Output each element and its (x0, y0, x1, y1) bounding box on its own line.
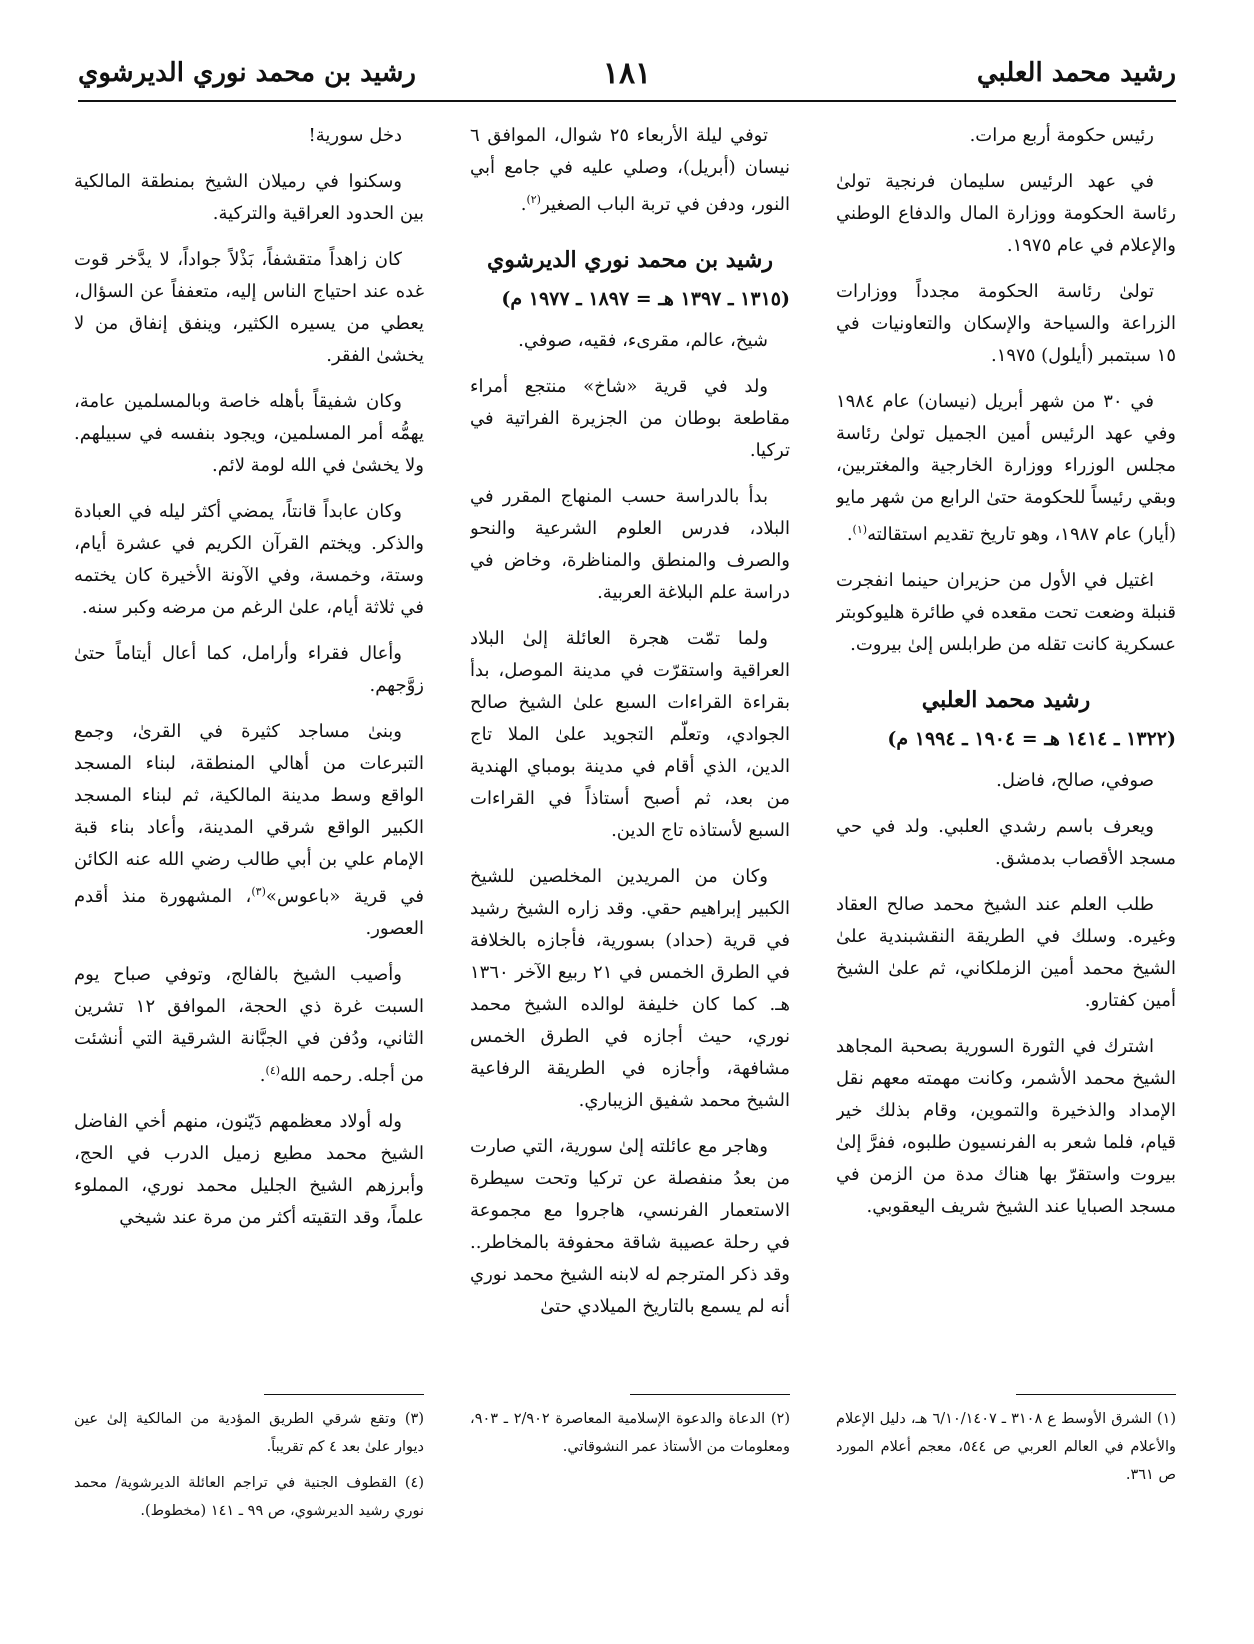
page-number: ١٨١ (602, 56, 652, 91)
footnotes-left (74, 1394, 424, 1533)
footnotes-right (836, 1394, 1176, 1497)
entry-dates: (١٣١٥ ـ ١٣٩٧ هـ = ١٨٩٧ ـ ١٩٧٧ م) (501, 288, 790, 310)
column-right (836, 120, 1176, 1380)
paragraph: ولد في قرية «شاخ» منتجع أمراء مقاطعة بوطان من الجزيرة الفراتية في تركيا. (470, 376, 790, 461)
paragraph: وله أولاد معظمهم دَيّنون، منهم أخي الفاضل الشيخ محمد مطيع زميل الدرب في الحج، وأبرزهم الشيخ الجليل محمد نوري، المملوء علماً، وقد التقيته أكثر من مرة عند شيخي (74, 1111, 424, 1228)
header-left-title: رشيد بن محمد نوري الديرشوي (78, 58, 416, 88)
column-right-body (836, 120, 1176, 1380)
header-rule (78, 100, 1176, 102)
paragraph: ويعرف باسم رشدي العلبي. ولد في حي مسجد الأقصاب بدمشق. (836, 816, 1176, 869)
paragraph: وهاجر مع عائلته إلىٰ سورية، التي صارت من بعدُ منفصلة عن تركيا وتحت سيطرة الاستعمار الفرنسي، هاجروا مع مجموعة في رحلة عصيبة شاقة محفوفة بالمخاطر.. وقد ذكر المترجم له لابنه الشيخ محمد نوري أنه لم يسمع بالتاريخ الميلادي حتىٰ (470, 1136, 790, 1317)
paragraph: دخل سورية! (308, 125, 402, 146)
footnote-rule (630, 1394, 790, 1395)
footnote: (٤) القطوف الجنية في تراجم العائلة الديرشوية/ محمد نوري رشيد الديرشوي، ص ٩٩ ـ ١٤١ (مخطوط). (74, 1475, 424, 1519)
footnote: (١) الشرق الأوسط ع ٣١٠٨ ـ ٦/١٠/١٤٠٧ هـ، دليل الإعلام والأعلام في العالم العربي ص ٥٤٤، معجم أعلام المورد ص ٣٦١. (836, 1411, 1176, 1483)
entry-heading: رشيد محمد العلبي (921, 687, 1091, 713)
paragraph (74, 716, 424, 945)
header-right-title: رشيد محمد العلبي (976, 58, 1176, 88)
paragraph-end: . (259, 1065, 266, 1086)
paragraph-text: في ٣٠ من شهر أبريل (نيسان) عام ١٩٨٤ وفي عهد الرئيس أمين الجميل تولىٰ رئاسة مجلس الوزراء ووزارة الخارجية والمغتربين، وبقي رئيساً للحكومة حتىٰ الرابع من شهر مايو (أيار) عام ١٩٨٧، وهو تاريخ تقديم استقالته (836, 391, 1176, 545)
paragraph: رئيس حكومة أربع مرات. (969, 125, 1154, 146)
paragraph-end: . (846, 524, 853, 545)
footnote: (٢) الدعاة والدعوة الإسلامية المعاصرة ٢/٩٠٢ ـ ٩٠٣، ومعلومات من الأستاذ عمر النشوقاتي. (470, 1411, 790, 1455)
running-header (78, 58, 1176, 102)
entry-dates: (١٣٢٢ ـ ١٤١٤ هـ = ١٩٠٤ ـ ١٩٩٤ م) (887, 728, 1176, 750)
paragraph: ولما تمّت هجرة العائلة إلىٰ البلاد العراقية واستقرّت في مدينة الموصل، بدأ بقراءة القراءات السبع علىٰ الشيخ صالح الجوادي، وتعلّم التجويد علىٰ الملا تاج الدين، الذي أقام في مدينة بومباي الهندية من بعد، ثم أصبح أستاذاً في القراءات السبع لأستاذه تاج الدين. (470, 628, 790, 841)
footnote-rule (264, 1394, 424, 1395)
paragraph: في عهد الرئيس سليمان فرنجية تولىٰ رئاسة الحكومة ووزارة المال والدفاع الوطني والإعلام في عام ١٩٧٥. (836, 171, 1176, 256)
entry-heading: رشيد بن محمد نوري الديرشوي (487, 247, 773, 273)
footnote-ref: (١) (852, 523, 868, 536)
paragraph: طلب العلم عند الشيخ محمد صالح العقاد وغيره. وسلك في الطريقة النقشبندية علىٰ الشيخ محمد أمين الزملكاني، ثم علىٰ الشيخ أمين كفتارو. (836, 894, 1176, 1011)
column-left-body (74, 120, 424, 1380)
footnote-ref: (٤) (265, 1064, 281, 1077)
footnote: (٣) وتقع شرقي الطريق المؤدية من المالكية إلىٰ عين ديوار علىٰ بعد ٤ كم تقريباً. (74, 1411, 424, 1455)
paragraph-text: وبنىٰ مساجد كثيرة في القرىٰ، وجمع التبرعات من أهالي المنطقة، لبناء المسجد الواقع وسط مدينة المالكية، ثم لبناء المسجد الكبير الواقع شرقي المدينة، وأعاد بناء قبة الإمام علي بن أبي طالب رضي الله عنه الكائن في قرية «باعوس» (74, 721, 424, 907)
paragraph: وكان من المريدين المخلصين للشيخ الكبير إبراهيم حقي. وقد زاره الشيخ رشيد في قرية (حداد) بسورية، فأجازه بالخلافة في الطرق الخمس في ٢١ ربيع الآخر ١٣٦٠ هـ. كما كان خليفة لوالده الشيخ محمد نوري، حيث أجازه في الطرق الخمس مشافهة، وأجازه في الطريقة الرفاعية الشيخ محمد شفيق الزيباري. (470, 866, 790, 1111)
column-left (74, 120, 424, 1380)
paragraph (836, 386, 1176, 551)
paragraph (470, 120, 790, 221)
paragraph: تولىٰ رئاسة الحكومة مجدداً ووزارات الزراعة والسياحة والإسكان والتعاونيات في ١٥ سبتمبر (أيلول) ١٩٧٥. (836, 281, 1176, 366)
paragraph-end: ، المشهورة منذ أقدم العصور. (74, 886, 424, 939)
paragraph: كان زاهداً متقشفاً، بَذْلاً جواداً، لا يدَّخر قوت غده عند احتياج الناس إليه، متعففاً عن السؤال، يعطي من يسيره الكثير، وينفق إنفاق من لا يخشىٰ الفقر. (74, 249, 424, 366)
paragraph: شيخ، عالم، مقرىء، فقيه، صوفي. (518, 330, 768, 351)
column-middle (470, 120, 790, 1380)
paragraph: وكان شفيقاً بأهله خاصة وبالمسلمين عامة، يهمُّه أمر المسلمين، ويجود بنفسه في سبيلهم. ولا يخشىٰ في الله لومة لائم. (74, 391, 424, 476)
footnotes-middle (470, 1394, 790, 1469)
footnote-ref: (٣) (251, 885, 266, 898)
paragraph: وكان عابداً قانتاً، يمضي أكثر ليله في العبادة والذكر. ويختم القرآن الكريم في عشرة أيام، وستة، وخمسة، وفي الآونة الأخيرة كان يختمه في ثلاثة أيام، علىٰ الرغم من مرضه وكبر سنه. (74, 501, 424, 618)
column-middle-body (470, 120, 790, 1380)
paragraph: بدأ بالدراسة حسب المنهاج المقرر في البلاد، فدرس العلوم الشرعية والنحو والصرف والمنطق والمناظرة، وخاض في دراسة علم البلاغة العربية. (470, 486, 790, 603)
paragraph-text: وأصيب الشيخ بالفالج، وتوفي صباح يوم السبت غرة ذي الحجة، الموافق ١٢ تشرين الثاني، ودُفن في الجبَّانة الشرقية التي أنشئت من أجله. رحمه الله (74, 964, 424, 1086)
paragraph: اغتيل في الأول من حزيران حينما انفجرت قنبلة وضعت تحت مقعده في طائرة هليوكوبتر عسكرية كانت تقله من طرابلس إلىٰ بيروت. (836, 570, 1176, 655)
paragraph: اشترك في الثورة السورية بصحبة المجاهد الشيخ محمد الأشمر، وكانت مهمته معهم نقل الإمداد والذخيرة والتموين، وقام بذلك خير قيام، فلما شعر به الفرنسيون طلبوه، ففرَّ إلىٰ بيروت واستقرّ بها هناك مدة من الزمن في مسجد الصبايا عند الشيخ شريف اليعقوبي. (836, 1036, 1176, 1217)
paragraph: وسكنوا في رميلان الشيخ بمنطقة المالكية بين الحدود العراقية والتركية. (74, 171, 424, 224)
footnote-ref: (٢) (526, 193, 541, 206)
paragraph-text: توفي ليلة الأربعاء ٢٥ شوال، الموافق ٦ نيسان (أبريل)، وصلي عليه في جامع أبي النور، ودفن في تربة الباب الصغير (470, 125, 790, 215)
paragraph (74, 959, 424, 1092)
paragraph-end: . (520, 194, 527, 215)
paragraph: صوفي، صالح، فاضل. (996, 770, 1154, 791)
footnote-rule (1016, 1394, 1176, 1395)
paragraph: وأعال فقراء وأرامل، كما أعال أيتاماً حتىٰ زوَّجهم. (74, 643, 424, 696)
